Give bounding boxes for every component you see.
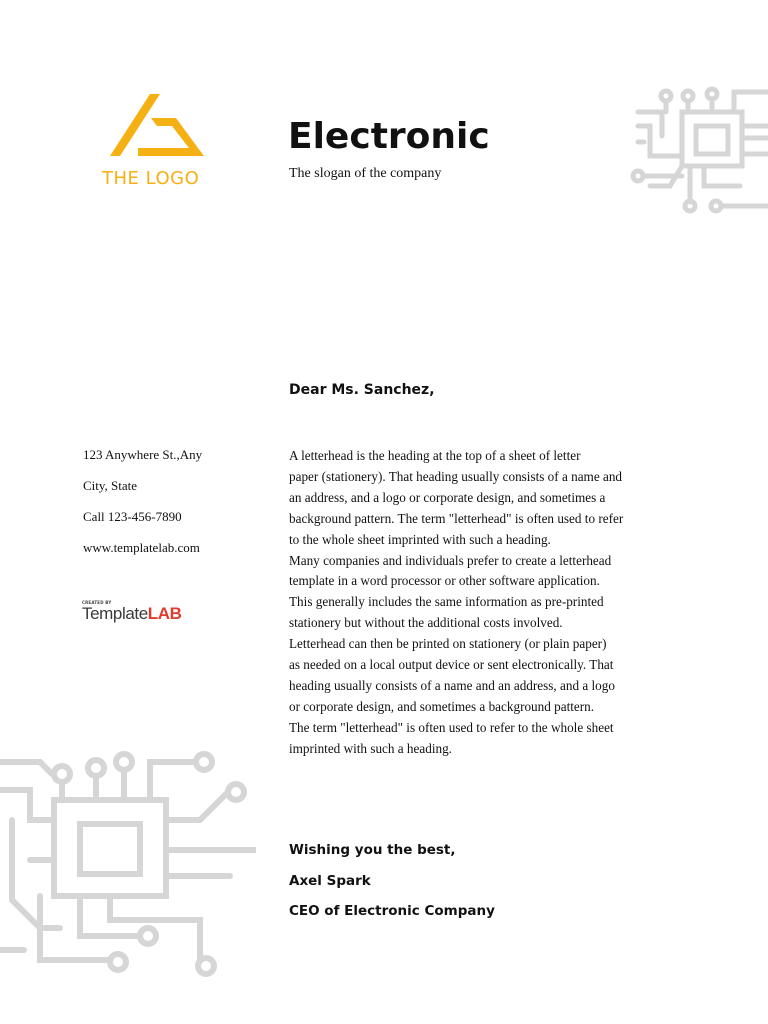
- body-line: as needed on a local output device or sent electronically. That: [289, 657, 614, 673]
- sign-off: Wishing you the best,: [289, 842, 456, 858]
- body-line: Many companies and individuals prefer to create a letterhead: [289, 552, 612, 568]
- body-line: The term "letterhead" is often used to refer to the whole sheet: [289, 719, 614, 735]
- body-line: heading usually consists of a name and an address, and a logo: [289, 677, 615, 693]
- address-line-2: City, State: [83, 478, 138, 493]
- created-by-label: CREATED BY: [82, 600, 112, 605]
- address-line-1: 123 Anywhere St.,Any: [83, 447, 203, 462]
- body-line: This generally includes the same information as pre-printed: [289, 594, 604, 610]
- circuit-decoration-bottom-left-icon: [0, 740, 256, 980]
- website-link[interactable]: www.templatelab.com: [83, 540, 200, 555]
- templatelab-brand: [82, 605, 182, 623]
- body-line: background pattern. The term "letterhead" is often used to refer: [289, 510, 624, 526]
- brand-part-lab: LAB: [147, 604, 182, 623]
- body-line: or corporate design, and sometimes a background pattern.: [289, 698, 595, 714]
- signer-name: Axel Spark: [289, 872, 371, 889]
- greeting: Dear Ms. Sanchez,: [289, 382, 435, 398]
- templatelab-logo: [82, 600, 182, 623]
- body-line: Letterhead can then be printed on stationery (or plain paper): [289, 636, 607, 652]
- contact-block: [83, 446, 202, 570]
- body-line: A letterhead is the heading at the top of a sheet of letter: [289, 448, 581, 463]
- phone: Call 123-456-7890: [83, 509, 182, 524]
- signer-title: CEO of Electronic Company: [289, 903, 495, 919]
- body-line: an address, and a logo or corporate design, and sometimes a: [289, 489, 606, 505]
- letter-body: [289, 446, 684, 760]
- brand-part-template: Template: [82, 604, 148, 623]
- company-slogan: The slogan of the company: [289, 166, 442, 181]
- body-line: to the whole sheet imprinted with such a heading.: [289, 531, 551, 547]
- body-line: imprinted with such a heading.: [289, 740, 452, 756]
- body-line: paper (stationery). That heading usually consists of a name and: [289, 468, 623, 484]
- logo-text: THE LOGO: [102, 168, 200, 189]
- closing-block: [289, 842, 495, 934]
- body-line: stationery but without the additional costs involved.: [289, 615, 563, 631]
- logo-mark-icon: [104, 94, 208, 156]
- body-line: template in a word processor or other software application.: [289, 573, 600, 589]
- circuit-decoration-top-right-icon: [630, 86, 768, 216]
- company-name: Electronic: [288, 116, 490, 157]
